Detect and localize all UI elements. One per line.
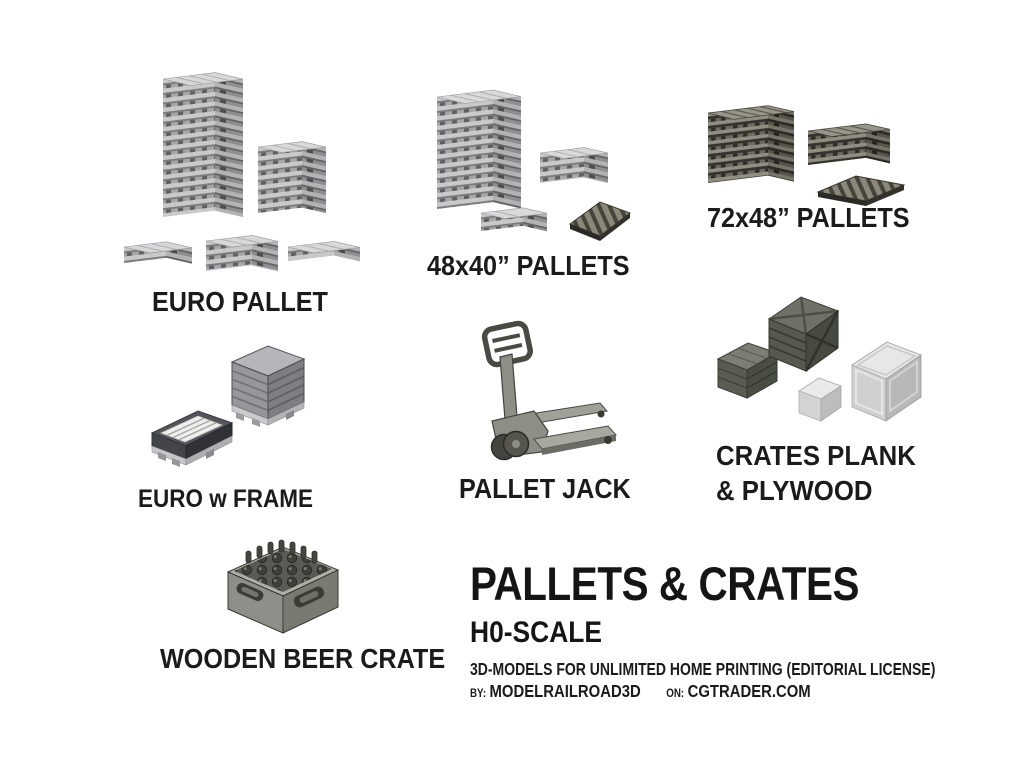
plank-plywood-crates-image <box>718 297 921 421</box>
72x48-pallet-stacks-image <box>708 106 904 206</box>
by-value: MODELRAILROAD3D <box>489 681 641 701</box>
license-line: 3D-MODELS FOR UNLIMITED HOME PRINTING (EDITORIAL LICENSE) <box>470 659 936 679</box>
wooden-beer-crate-image <box>228 540 338 633</box>
pallet-jack-label: PALLET JACK <box>459 473 631 504</box>
euro-pallet-collar-frames-image <box>152 346 304 467</box>
72x48-pallets-label: 72x48” PALLETS <box>707 202 910 233</box>
byline <box>470 681 811 702</box>
by-label: BY: <box>470 688 487 700</box>
48x40-pallet-stacks-image <box>437 90 630 241</box>
pallet-jack-image <box>483 322 616 460</box>
crates-label-line1: CRATES PLANK <box>716 440 916 471</box>
euro-pallet-label: EURO PALLET <box>152 286 328 317</box>
page-title: PALLETS & CRATES <box>470 557 860 610</box>
crates-label-line2: & PLYWOOD <box>716 475 873 506</box>
euro-w-frame-label: EURO w FRAME <box>138 485 314 513</box>
on-value: CGTRADER.COM <box>687 681 811 701</box>
crates-plank-plywood-label <box>716 438 933 508</box>
48x40-pallets-label: 48x40” PALLETS <box>427 250 630 281</box>
scale-subtitle: H0-SCALE <box>470 616 603 649</box>
wooden-beer-crate-label: WOODEN BEER CRATE <box>160 643 446 674</box>
on-label: ON: <box>666 688 685 700</box>
euro-pallet-stacks-image <box>124 73 360 272</box>
